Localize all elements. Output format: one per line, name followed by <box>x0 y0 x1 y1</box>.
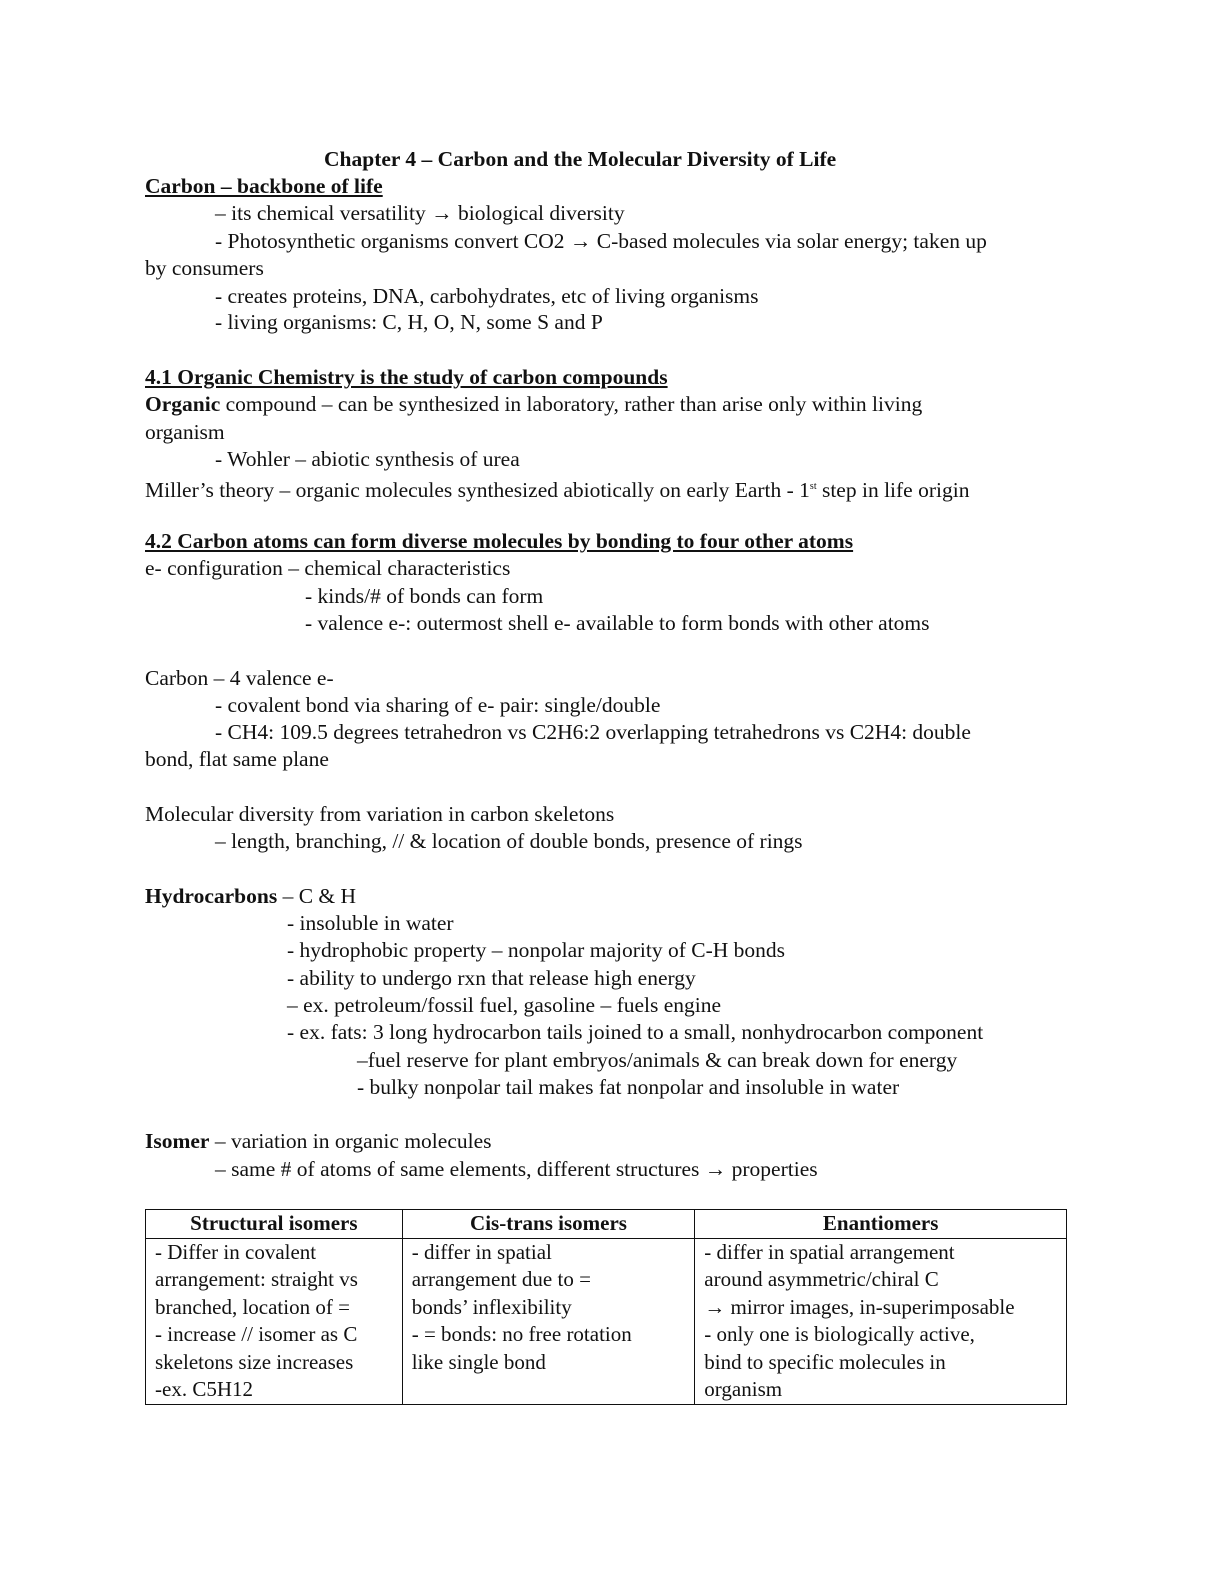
table-header-row <box>146 1210 1067 1239</box>
table-header: Enantiomers <box>695 1210 1067 1239</box>
text-line: - Photosynthetic organisms convert CO2 → C-based molecules via solar energy; taken up <box>215 229 987 253</box>
table-header: Structural isomers <box>146 1210 403 1239</box>
table-cell <box>146 1238 403 1404</box>
text-line: - covalent bond via sharing of e- pair: single/double <box>215 693 661 717</box>
isomer-table <box>145 1209 1067 1405</box>
text-line: - valence e-: outermost shell e- available to form bonds with other atoms <box>305 611 930 635</box>
text-line <box>145 474 969 503</box>
text-line: - bulky nonpolar tail makes fat nonpolar and insoluble in water <box>357 1075 900 1099</box>
cell-line: - only one is biologically active, <box>704 1322 975 1346</box>
cell-line: arrangement: straight vs <box>155 1267 358 1291</box>
table-cell <box>402 1238 695 1404</box>
text-line: - ex. fats: 3 long hydrocarbon tails joined to a small, nonhydrocarbon component <box>287 1020 984 1044</box>
text-line: - creates proteins, DNA, carbohydrates, etc of living organisms <box>215 284 759 308</box>
text-line: - living organisms: C, H, O, N, some S and P <box>215 310 603 334</box>
superscript: st <box>809 481 817 492</box>
text-line: Molecular diversity from variation in carbon skeletons <box>145 802 615 826</box>
text-line <box>145 1128 492 1154</box>
section-heading: 4.2 Carbon atoms can form diverse molecules by bonding to four other atoms <box>145 529 854 553</box>
page-title: Chapter 4 – Carbon and the Molecular Diversity of Life <box>324 147 837 171</box>
text-line: - ability to undergo rxn that release high energy <box>287 966 696 990</box>
text-line: Carbon – 4 valence e- <box>145 666 334 690</box>
text-line: by consumers <box>145 256 264 280</box>
cell-line: - = bonds: no free rotation <box>411 1322 632 1346</box>
section-heading: Carbon – backbone of life <box>145 174 383 198</box>
cell-line: bonds’ inflexibility <box>411 1294 572 1319</box>
miller-text-end: step in life origin <box>816 478 970 503</box>
cell-line: arrangement due to = <box>411 1267 591 1291</box>
text-line: - CH4: 109.5 degrees tetrahedron vs C2H6:2 overlapping tetrahedrons vs C2H4: double <box>215 720 971 744</box>
cell-line: organism <box>704 1377 783 1401</box>
text-line: – length, branching, // & location of double bonds, presence of rings <box>215 829 803 853</box>
text-line: - insoluble in water <box>287 911 454 935</box>
text-line: organism <box>145 420 225 444</box>
definition: – C & H <box>277 884 357 908</box>
text-line: - hydrophobic property – nonpolar majority of C-H bonds <box>287 938 785 962</box>
text-line: - kinds/# of bonds can form <box>305 584 544 608</box>
text-line: - Wohler – abiotic synthesis of urea <box>215 447 520 471</box>
table-header: Cis-trans isomers <box>402 1210 695 1239</box>
term: Isomer <box>145 1129 210 1153</box>
cell-line: -ex. C5H12 <box>155 1377 253 1401</box>
text-line: bond, flat same plane <box>145 747 329 771</box>
definition: compound – can be synthesized in laboratory, rather than arise only within living <box>220 392 923 416</box>
miller-text: Miller’s theory – organic molecules synthesized abiotically on early Earth - 1 <box>145 478 810 503</box>
table-row <box>146 1238 1067 1404</box>
text-line: e- configuration – chemical characteristics <box>145 556 511 580</box>
cell-line: - increase // isomer as C <box>155 1322 358 1346</box>
cell-line: around asymmetric/chiral C <box>704 1267 939 1291</box>
text-line: –fuel reserve for plant embryos/animals & can break down for energy <box>357 1048 958 1072</box>
table-cell <box>695 1238 1067 1404</box>
cell-line: branched, location of = <box>155 1294 350 1319</box>
cell-line: - differ in spatial <box>411 1239 552 1264</box>
cell-line: - differ in spatial arrangement <box>704 1239 955 1264</box>
term: Organic <box>145 392 221 416</box>
cell-line: - Differ in covalent <box>155 1239 317 1264</box>
text-line: – ex. petroleum/fossil fuel, gasoline – fuels engine <box>287 993 722 1017</box>
text-line <box>145 391 922 417</box>
cell-line: bind to specific molecules in <box>704 1349 946 1374</box>
cell-line: like single bond <box>411 1349 546 1374</box>
cell-line: → mirror images, in-superimposable <box>704 1294 1015 1319</box>
section-heading: 4.1 Organic Chemistry is the study of carbon compounds <box>145 365 668 389</box>
cell-line: skeletons size increases <box>155 1349 354 1374</box>
text-line: – same # of atoms of same elements, different structures → properties <box>215 1157 818 1181</box>
definition: – variation in organic molecules <box>209 1129 492 1153</box>
text-line: – its chemical versatility → biological diversity <box>215 201 625 225</box>
term: Hydrocarbons <box>145 884 278 908</box>
text-line <box>145 883 356 909</box>
